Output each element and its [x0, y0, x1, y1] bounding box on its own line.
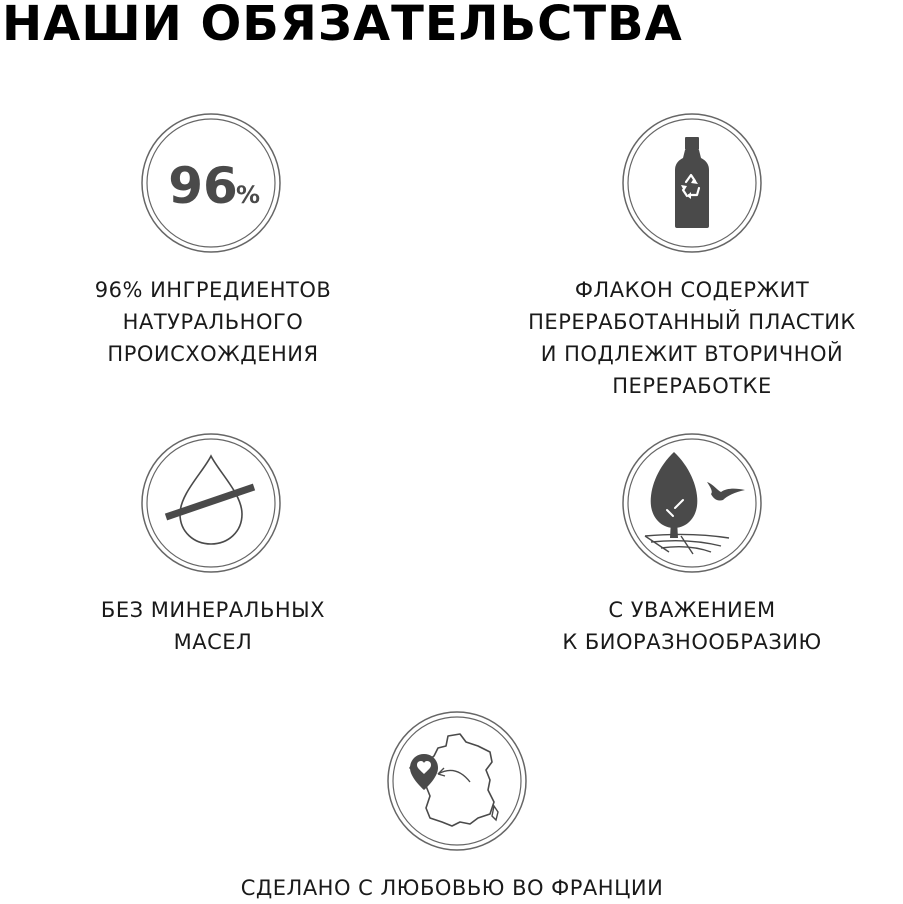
commitment-natural-ingredients — [60, 274, 366, 370]
caption-line: СДЕЛАНО С ЛЮБОВЬЮ ВО ФРАНЦИИ — [240, 876, 664, 900]
commitment-recycled-plastic — [478, 274, 903, 402]
commitment-made-in-france — [160, 872, 744, 904]
badge-unit: % — [235, 181, 261, 209]
france-map-heart-icon — [386, 710, 528, 852]
no-mineral-oil-drop-icon — [140, 432, 282, 574]
caption-line: НАТУРАЛЬНОГО — [122, 310, 304, 334]
caption-line: К БИОРАЗНООБРАЗИЮ — [562, 630, 822, 654]
page-title: НАШИ ОБЯЗАТЕЛЬСТВА — [2, 0, 683, 52]
percentage-96-icon — [140, 112, 282, 254]
caption-line: ПЕРЕРАБОТАННЫЙ ПЛАСТИК — [528, 310, 856, 334]
caption-line: ПРОИСХОЖДЕНИЯ — [107, 342, 319, 366]
caption-line: ФЛАКОН СОДЕРЖИТ — [574, 278, 810, 302]
caption-line: С УВАЖЕНИЕМ — [608, 598, 776, 622]
caption-line: И ПОДЛЕЖИТ ВТОРИЧНОЙ — [540, 342, 844, 366]
caption-line: БЕЗ МИНЕРАЛЬНЫХ — [100, 598, 326, 622]
recycled-bottle-icon — [621, 112, 763, 254]
commitment-no-mineral-oils — [60, 594, 366, 658]
tree-and-bird-icon — [621, 432, 763, 574]
caption-line: МАСЕЛ — [173, 630, 253, 654]
badge-number: 96 — [168, 157, 238, 215]
caption-line: ПЕРЕРАБОТКЕ — [612, 374, 772, 398]
caption-line: 96% ИНГРЕДИЕНТОВ — [94, 278, 332, 302]
commitment-biodiversity — [520, 594, 864, 658]
